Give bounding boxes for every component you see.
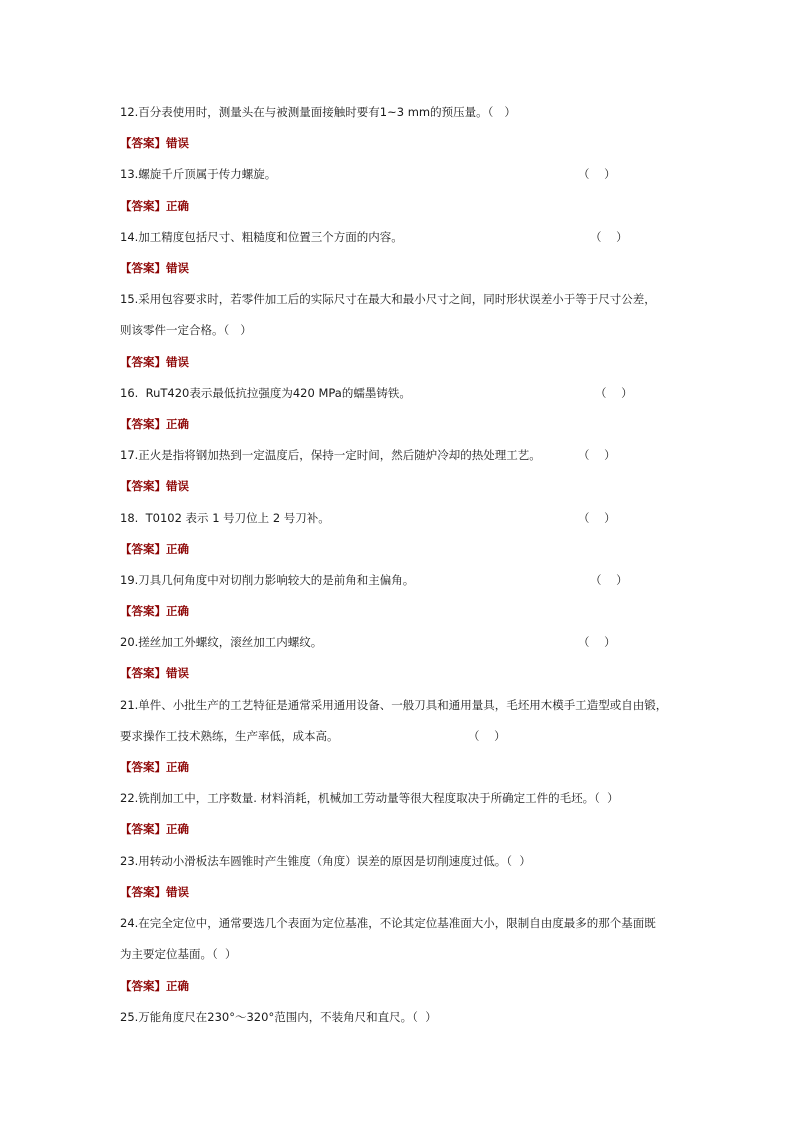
answer-label: 【答案】: [120, 136, 166, 150]
answer-21: [120, 759, 189, 775]
question-14: 14.加工精度包括尺寸、粗糙度和位置三个方面的内容。: [120, 230, 403, 244]
answer-blank: （ ）: [578, 167, 616, 181]
answer-label: 【答案】: [120, 479, 166, 493]
answer-value: 错误: [166, 666, 189, 680]
answer-blank: （ ）: [578, 511, 616, 525]
answer-value: 错误: [166, 136, 189, 150]
answer-label: 【答案】: [120, 542, 166, 556]
answer-18: [120, 541, 189, 557]
question-18: 18. T0102 表示 1 号刀位上 2 号刀补。: [120, 511, 330, 525]
question-15-continued: 则该零件一定合格。（ ）: [120, 323, 252, 337]
answer-20: [120, 665, 189, 681]
question-25: 25.万能角度尺在230°～320°范围内，不装角尺和直尺。（ ）: [120, 1010, 437, 1024]
answer-value: 错误: [166, 885, 189, 899]
question-15: 15.采用包容要求时，若零件加工后的实际尺寸在最大和最小尺寸之间，同时形状误差小于等于尺寸公差，: [120, 292, 656, 306]
answer-12: [120, 135, 189, 151]
answer-value: 正确: [166, 822, 189, 836]
question-24-continued: 为主要定位基面。（ ）: [120, 947, 237, 961]
answer-24: [120, 978, 189, 994]
answer-label: 【答案】: [120, 979, 166, 993]
answer-label: 【答案】: [120, 355, 166, 369]
answer-label: 【答案】: [120, 261, 166, 275]
question-23: 23.用转动小滑板法车圆锥时产生锥度（角度）误差的原因是切削速度过低。（ ）: [120, 854, 531, 868]
answer-23: [120, 884, 189, 900]
answer-value: 正确: [166, 417, 189, 431]
question-19: 19.刀具几何角度中对切削力影响较大的是前角和主偏角。: [120, 573, 415, 587]
answer-value: 错误: [166, 355, 189, 369]
answer-label: 【答案】: [120, 604, 166, 618]
answer-blank: （ ）: [578, 448, 616, 462]
answer-13: [120, 198, 189, 214]
question-16: 16. RuT420表示最低抗拉强度为420 MPa的蠕墨铸铁。: [120, 386, 411, 400]
answer-value: 错误: [166, 261, 189, 275]
answer-value: 正确: [166, 760, 189, 774]
answer-value: 正确: [166, 542, 189, 556]
question-20: 20.搓丝加工外螺纹，滚丝加工内螺纹。: [120, 635, 323, 649]
answer-19: [120, 603, 189, 619]
answer-14: [120, 260, 189, 276]
answer-value: 错误: [166, 479, 189, 493]
question-12: 12.百分表使用时，测量头在与被测量面接触时要有1~3 mm的预压量。（ ）: [120, 105, 516, 119]
answer-blank: （ ）: [590, 230, 628, 244]
question-21: 21.单件、小批生产的工艺特征是通常采用通用设备、一般刀具和通用量具，毛坯用木模手工造型或自由锻，: [120, 698, 668, 712]
answer-blank: （ ）: [468, 729, 506, 743]
answer-label: 【答案】: [120, 666, 166, 680]
answer-label: 【答案】: [120, 760, 166, 774]
question-24: 24.在完全定位中，通常要选几个表面为定位基准，不论其定位基准面大小，限制自由度最多的那个基面既: [120, 916, 656, 930]
answer-value: 正确: [166, 604, 189, 618]
answer-16: [120, 416, 189, 432]
answer-15: [120, 354, 189, 370]
answer-label: 【答案】: [120, 417, 166, 431]
question-22: 22.铣削加工中，工序数量. 材料消耗，机械加工劳动量等很大程度取决于所确定工件的毛坯。（ ）: [120, 791, 619, 805]
answer-22: [120, 821, 189, 837]
answer-label: 【答案】: [120, 199, 166, 213]
answer-blank: （ ）: [595, 386, 633, 400]
answer-label: 【答案】: [120, 885, 166, 899]
answer-17: [120, 478, 189, 494]
answer-blank: （ ）: [590, 573, 628, 587]
question-17: 17.正火是指将钢加热到一定温度后，保持一定时间，然后随炉冷却的热处理工艺。: [120, 448, 541, 462]
question-21-continued: 要求操作工技术熟练，生产率低，成本高。: [120, 729, 339, 743]
question-13: 13.螺旋千斤顶属于传力螺旋。: [120, 167, 277, 181]
answer-value: 正确: [166, 979, 189, 993]
answer-value: 正确: [166, 199, 189, 213]
answer-blank: （ ）: [578, 635, 616, 649]
answer-label: 【答案】: [120, 822, 166, 836]
